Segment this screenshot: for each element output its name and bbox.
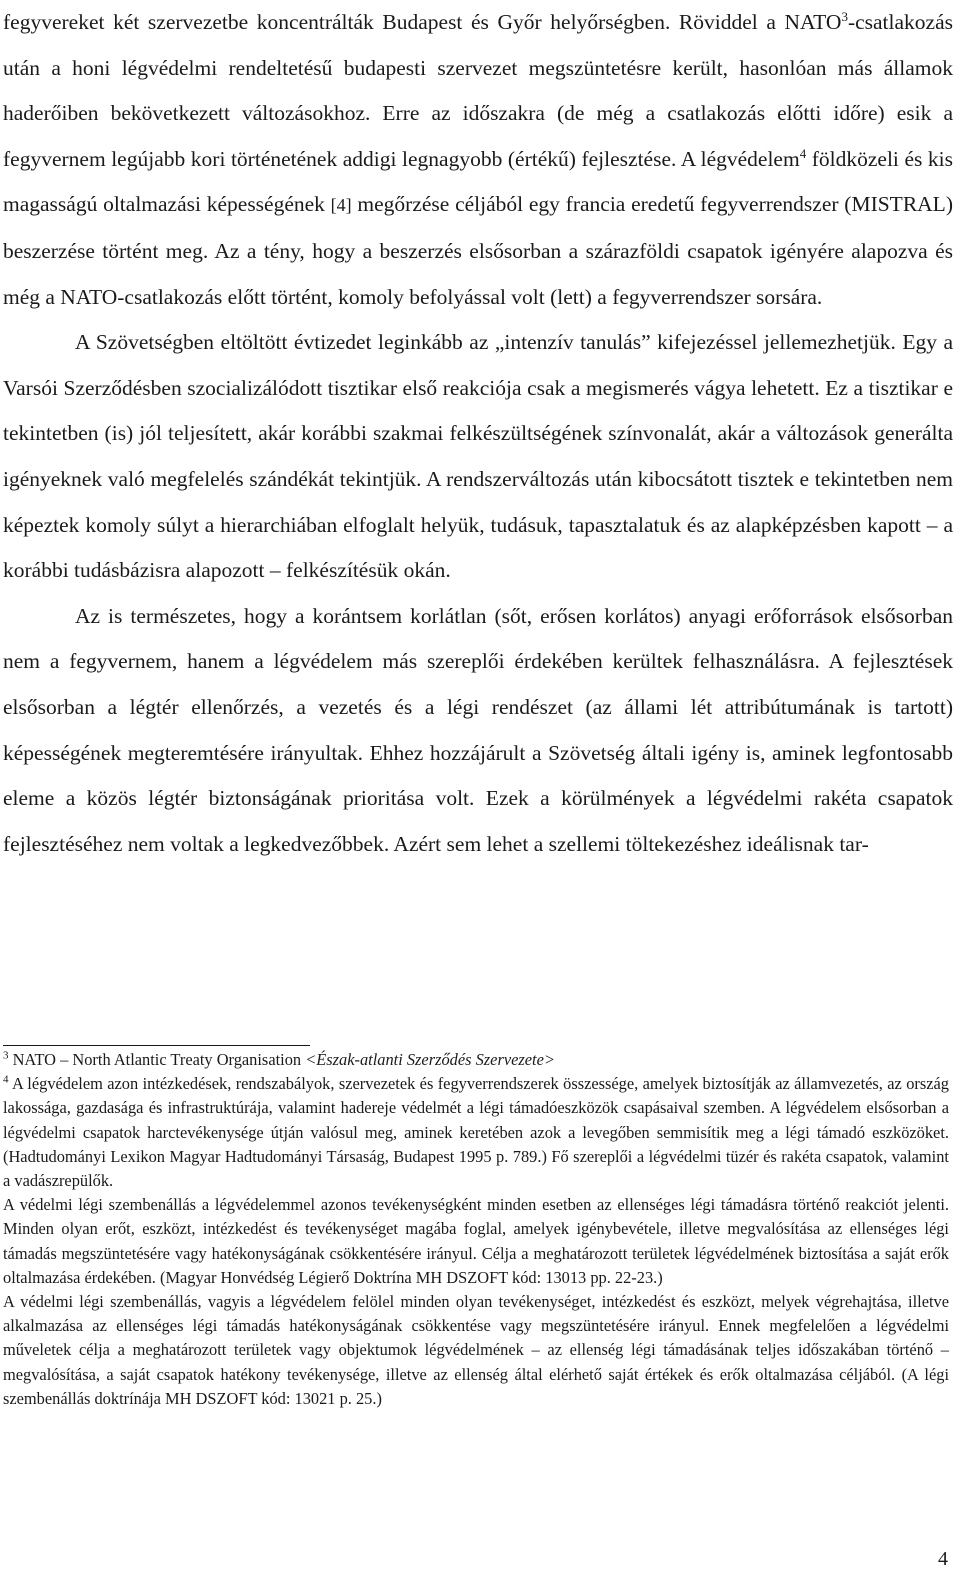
footnote-ref-3[interactable]: 3 [841, 8, 848, 24]
footnote-ref-4[interactable]: 4 [799, 145, 807, 161]
paragraph-2: A Szövetségben eltöltött évtizedet leginkább az „intenzív tanulás” kifejezéssel jellemezhetjük. Egy a Varsói Szerződésben szocializálódott tisztikar első reakciója csak a megismerés vágya lehetett. Ez a tisztikar e tekintetben (is) jól teljesített, akár korábbi szakmai felkészültségének színvonalát, akár a változások generálta igényeknek való megfelelés szándékát tekintjük. A rendszerváltozás után kibocsátott tisztek e tekintetben nem képeztek komoly súlyt a hierarchiában elfoglalt helyük, tudásuk, tapasztalatuk és az alapképzésben kapott – a korábbi tudásbázisra alapozott – felkészítésük okán. [3, 330, 953, 583]
page-number: 4 [938, 1548, 948, 1570]
footnote-4-continued-2: A védelmi légi szembenállás, vagyis a légvédelem felölel minden olyan tevékenységet, intézkedést és eszközt, melyek végrehajtása, illetve alkalmazása az ellenséges légi támadás hatékonyságának csökkentése vagy megszüntetésére irányul. Ennek megfelelően a légvédelmi műveletek célja a meghatározott területek vagy objektumok légvédelmének – az ellenség légi támadásának teljes időszakában történő – megvalósítása, a saját csapatok hatékony tevékenysége, illetve az ellenség által elérhető saját értékek és erők oltalmazása céljából. (A légi szembenállás doktrínája MH DSZOFT kód: 13021 p. 25.) [3, 1292, 949, 1408]
footnote-separator [3, 1045, 310, 1046]
footnote-mark-4: 4 [3, 1073, 9, 1086]
citation-ref[interactable]: [4] [330, 195, 352, 216]
paragraph-1: fegyvereket két szervezetbe koncentrálták Budapest és Győr helyőrségben. Röviddel a NATO$^3$-csatlakozás után a honi légvédelmi rendeltetésű budapesti szervezet megszüntetésre került, hasonlóan más államok haderőiben bekövetkezett változásokhoz. Erre az időszakra (de még a csatlakozás előtti időre) esik a fegyvernem legújabb kori történetének addigi legnagyobb (értékű) fejlesztése. A légvédelem$^4$ földközeli és kis magasságú oltalmazási képességének [4] megőrzése céljából egy francia eredetű fegyverrendszer (MISTRAL) beszerzése történt meg. Az a tény, hogy a beszerzés elsősorban a szárazföldi csapatok igényére alapozva és még a NATO-csatlakozás előtt történt, komoly befolyással volt (lett) a fegyverrendszer sorsára. [3, 8, 953, 309]
footnote-4-continued-1: A védelmi légi szembenállás a légvédelemmel azonos tevékenységként minden esetben az ellenséges légi támadásra történő reakciót jelenti. Minden olyan erőt, eszközt, intézkedést és tevékenységet magába foglal, amelyek igénybevétele, illetve megvalósítása az ellenséges légi támadás megszüntetésére vagy hatékonyságának csökkentésére irányul. Célja a meghatározott területek légvédelmének biztosítása a saját erők oltalmazása érdekében. (Magyar Honvédség Légierő Doktrína MH DSZOFT kód: 13013 pp. 22-23.) [3, 1195, 949, 1287]
footnote-4: $^4$ A légvédelem azon intézkedések, rendszabályok, szervezetek és fegyverrendszerek összessége, amelyek biztosítják az államvezetés, az ország lakossága, gazdasága és infrastruktúrája, valamint hadereje védelmét a légi támadóeszközök csapásaival szemben. A légvédelem elsősorban a légvédelmi csapatok harctevékenysége útján valósul meg, aminek keretében azok a levegőben semmisítik meg a légi támadó eszközöket. (Hadtudományi Lexikon Magyar Hadtudományi Társaság, Budapest 1995 p. 789.) Fő szereplői a légvédelmi tüzér és rakéta csapatok, valamint a vadászrepülők. [3, 1073, 949, 1191]
footnotes [3, 1048, 949, 1411]
footnote-mark-3: 3 [3, 1049, 9, 1062]
body-text [3, 0, 953, 867]
footnote-3: $^3$ NATO – North Atlantic Treaty Organisation <Észak-atlanti Szerződés Szervezete> [3, 1049, 555, 1069]
paragraph-3: Az is természetes, hogy a korántsem korlátlan (sőt, erősen korlátos) anyagi erőforrások elsősorban nem a fegyvernem, hanem a légvédelem más szereplői érdekében kerültek felhasználásra. A fejlesztések elsősorban a légtér ellenőrzés, a vezetés és a légi rendészet (az állami lét attribútumának is tartott) képességének megteremtésére irányultak. Ehhez hozzájárult a Szövetség általi igény is, aminek legfontosabb eleme a közös légtér biztonságának prioritása volt. Ezek a körülmények a légvédelmi rakéta csapatok fejlesztéséhez nem voltak a legkedvezőbbek. Azért sem lehet a szellemi töltekezéshez ideálisnak tar- [3, 603, 953, 856]
footnote-3-translation: <Észak-atlanti Szerződés Szervezete> [305, 1050, 555, 1069]
